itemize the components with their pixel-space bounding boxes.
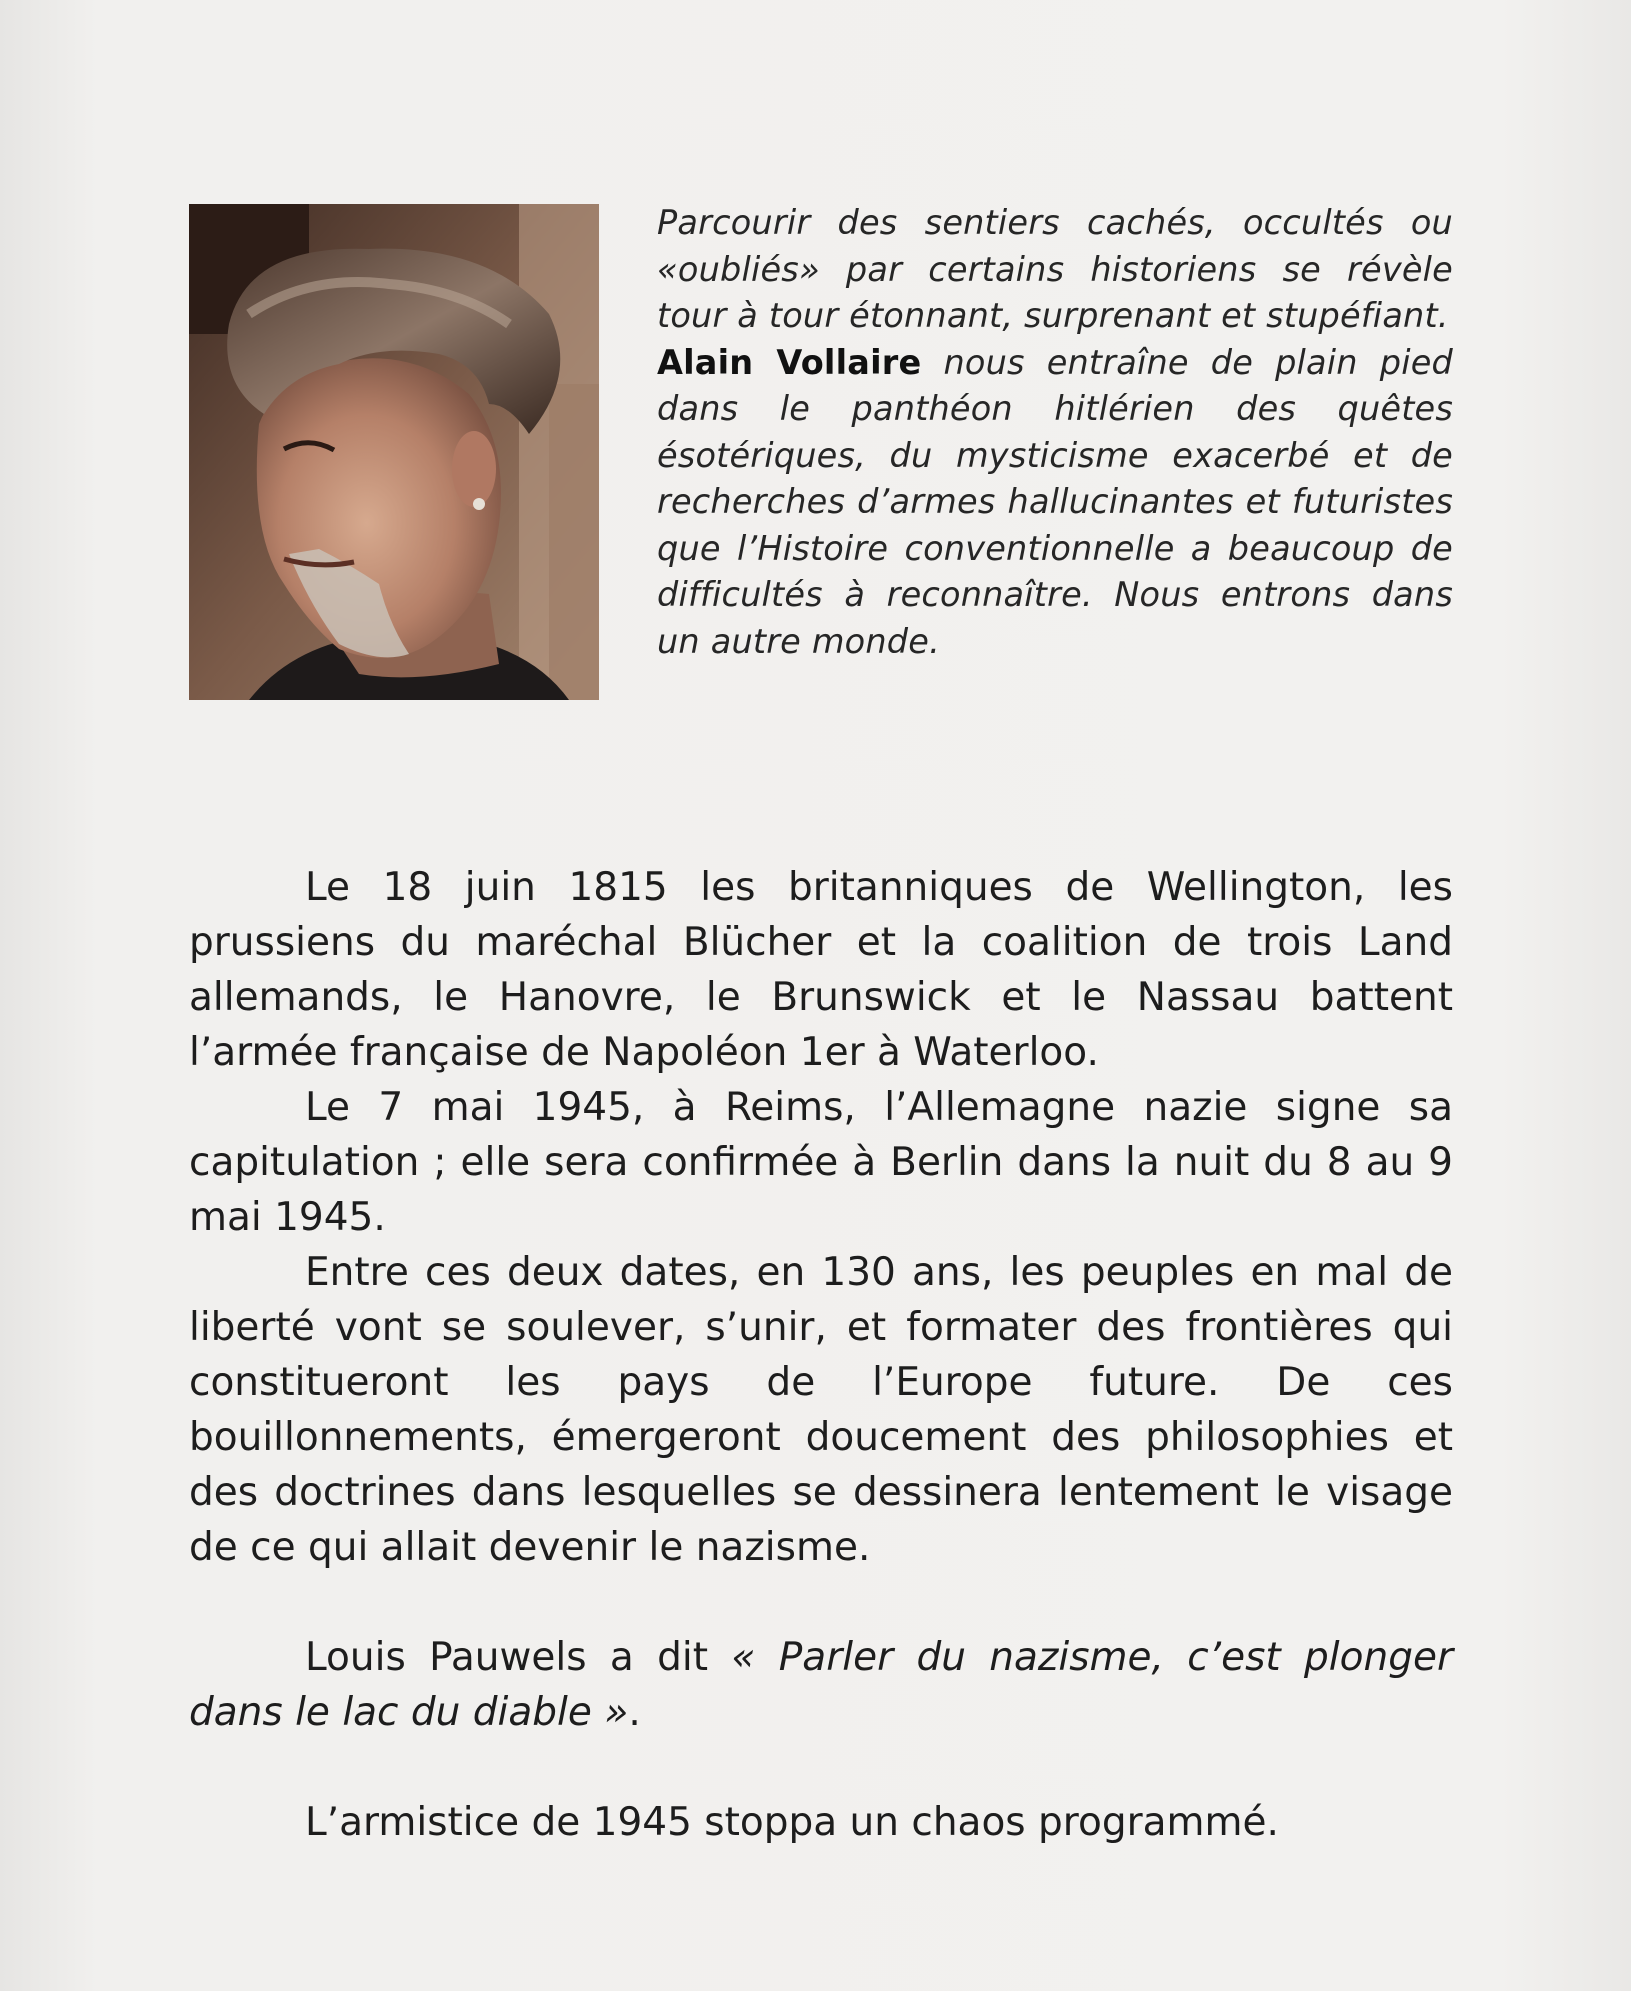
author-blurb <box>657 200 1453 665</box>
paragraph-capitulation: Le 7 mai 1945, à Reims, l’Allemagne nazie signe sa capitulation ; elle sera confirmée à Berlin dans la nuit du 8 au 9 mai 1945. <box>189 1085 1453 1240</box>
paragraph-waterloo: Le 18 juin 1815 les britanniques de Wellington, les prussiens du maréchal Blücher et la coalition de trois Land allemands, le Hanovre, le Brunswick et le Nassau battent l’armée française de Napoléon 1er à Waterloo. <box>189 865 1453 1075</box>
quote-end: . <box>628 1690 641 1735</box>
paragraph-quote <box>189 1630 1453 1740</box>
paragraph-armistice: L’armistice de 1945 stoppa un chaos programmé. <box>305 1800 1279 1845</box>
pauwels-quote: « Parler du nazisme, c’est plonger dans le lac du diable » <box>189 1635 1453 1735</box>
blurb-author-paragraph <box>657 340 1453 666</box>
paragraph-between-dates: Entre ces deux dates, en 130 ans, les peuples en mal de liberté vont se soulever, s’unir, et formater des frontières qui constitueront les pays de l’Europe future. De ces bouillonnements, émergeront doucement des philosophies et des doctrines dans lesquelles se dessinera lentement le visage de ce qui allait devenir le nazisme. <box>189 1250 1453 1570</box>
blurb-intro: Parcourir des sentiers cachés, occultés ou «oubliés» par certains historiens se révèle tour à tour étonnant, surprenant et stupéfiant. <box>657 203 1453 335</box>
blurb-description: nous entraîne de plain pied dans le panthéon hitlérien des quêtes ésotériques, du mysticisme exacerbé et de recherches d’armes hallucinantes et futuristes que l’Histoire conventionnelle a beaucoup de difficultés à reconnaître. Nous entrons dans un autre monde. <box>657 342 1453 661</box>
author-name: Alain Vollaire <box>657 342 922 382</box>
quote-intro: Louis Pauwels a dit <box>305 1635 732 1680</box>
main-text <box>189 860 1453 1850</box>
author-photo <box>189 204 599 700</box>
